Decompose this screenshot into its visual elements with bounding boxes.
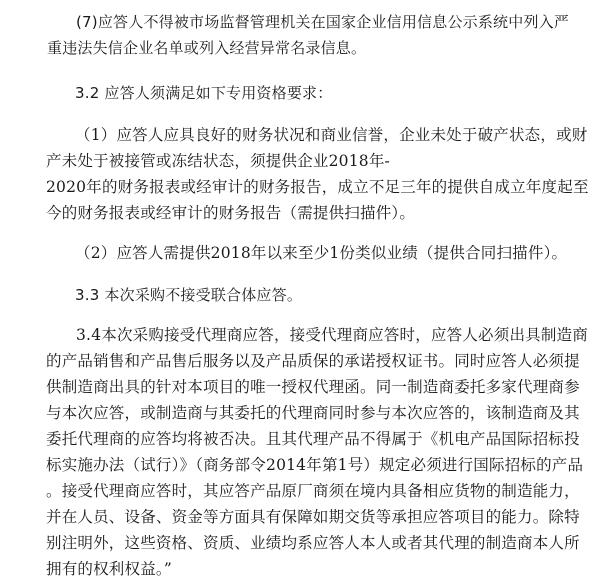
section-3-4-line-10: 拥有的权利权益。” (46, 560, 172, 578)
item-7-line-2: 重违法失信企业名单或列入经营异常名录信息。 (47, 39, 367, 57)
section-3-4-line-3: 供制造商出具的针对本项目的唯一授权代理函。同一制造商委托多家代理商参 (46, 378, 580, 396)
section-3-2-item-2-line-1: （2）应答人需提供2018年以来至少1份类似业绩（提供合同扫描件）。 (75, 244, 568, 262)
section-3-2-heading: 3.2 应答人须满足如下专用资格要求： (75, 84, 333, 102)
item-7-line-1: (7)应答人不得被市场监督管理机关在国家企业信用信息公示系统中列入严 (76, 13, 570, 31)
section-3-2-item-1-line-2: 产未处于被接管或冻结状态，须提供企业2018年- (46, 152, 390, 170)
section-3-2-item-1-line-3: 2020年的财务报表或经审计的财务报告，成立不足三年的提供自成立年度起至 (46, 178, 589, 196)
section-3-4-line-4: 与本次应答，或制造商与其委托的代理商同时参与本次应答的，该制造商及其 (46, 404, 580, 422)
section-3-2-item-1-line-4: 今的财务报表或经审计的财务报告（需提供扫描件）。 (46, 204, 416, 222)
section-3-4-line-2: 的产品销售和产品售后服务以及产品质保的承诺授权证书。同时应答人必须提 (46, 352, 580, 370)
section-3-3-heading: 3.3 本次采购不接受联合体应答。 (75, 286, 303, 304)
section-3-4-line-5: 委托代理商的应答均将被否决。且其代理产品不得属于《机电产品国际招标投 (46, 430, 580, 448)
section-3-4-line-8: 并在人员、设备、资金等方面具有保障如期交货等承担应答项目的能力。除特 (46, 508, 580, 526)
section-3-4-line-7: 。接受代理商应答时，其应答产品原厂商须在境内具备相应货物的制造能力， (46, 482, 580, 500)
section-3-2-item-1-line-1: （1）应答人应具良好的财务状况和商业信誉，企业未处于破产状态，或财 (75, 126, 588, 144)
section-3-4-line-1: 3.4本次采购接受代理商应答，接受代理商应答时，应答人必须出具制造商 (76, 326, 588, 344)
section-3-4-line-6: 标实施办法（试行）》（商务部令2014年第1号）规定必须进行国际招标的产品 (46, 456, 584, 474)
section-3-4-line-9: 别注明外，这些资格、资质、业绩均系应答人本人或者其代理的制造商本人所 (46, 534, 580, 552)
